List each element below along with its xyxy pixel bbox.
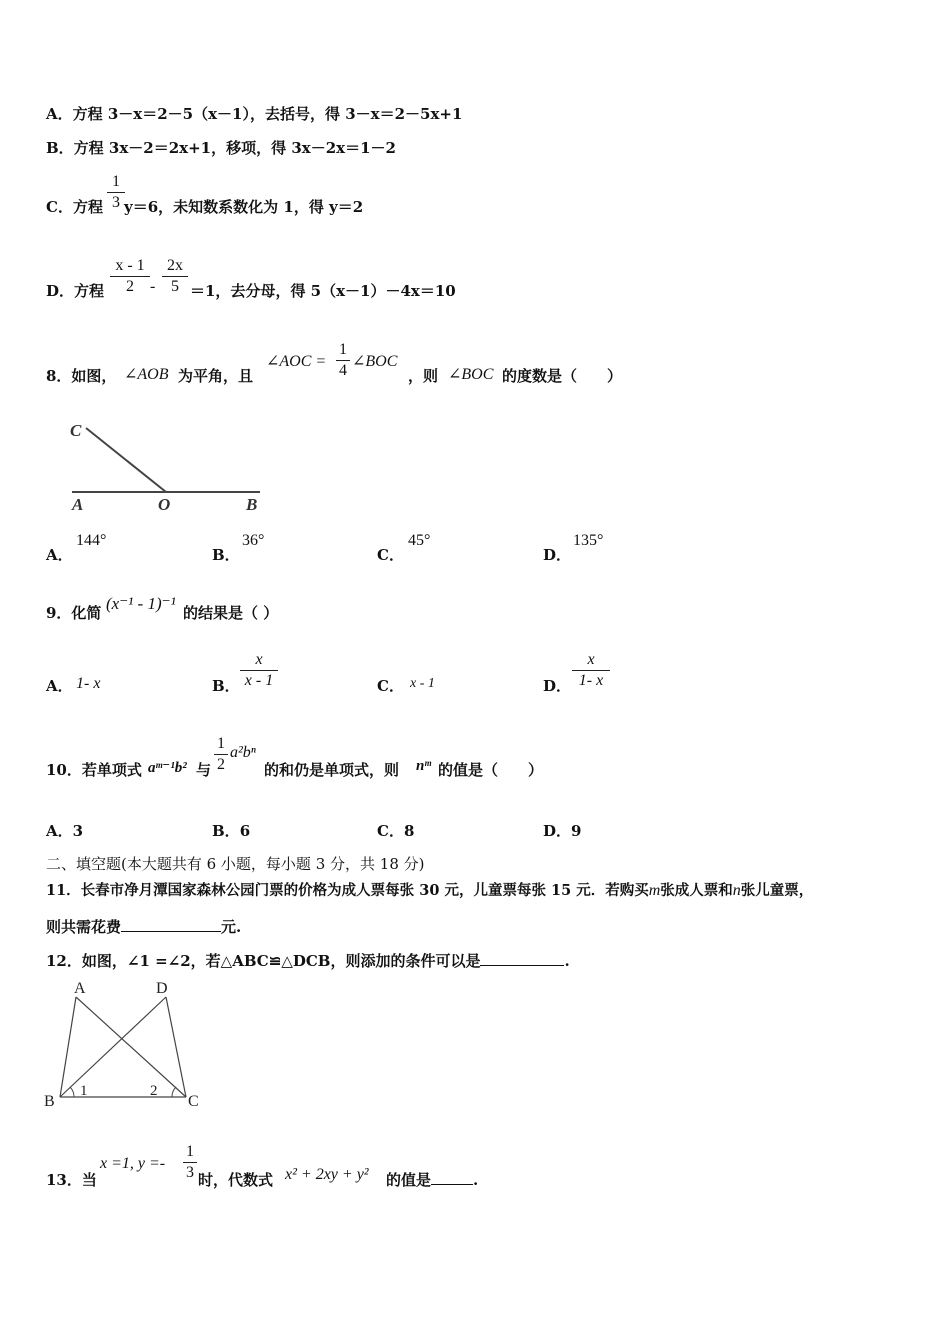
fraction-denominator: 3 bbox=[186, 1164, 194, 1181]
label-b: B bbox=[44, 1093, 55, 1110]
q11-line-2 bbox=[46, 916, 241, 937]
q10-option-b bbox=[212, 820, 250, 841]
q10-option-c bbox=[377, 820, 414, 841]
q11-text-d: 则共需花费 bbox=[46, 918, 122, 936]
option-value: 9 bbox=[571, 822, 582, 840]
fraction-denominator: 1- x bbox=[578, 672, 604, 689]
q12-answer-blank[interactable] bbox=[480, 965, 564, 966]
label-angle-1: 1 bbox=[80, 1083, 88, 1099]
option-label: B． bbox=[212, 822, 240, 840]
q10-with: 与 bbox=[196, 761, 212, 779]
minus-sign: - bbox=[150, 278, 156, 295]
q8-prefix: 8．如图， bbox=[46, 367, 117, 385]
segment-bd bbox=[60, 997, 166, 1097]
q9-expression: (x⁻¹ - 1)⁻¹ bbox=[106, 594, 176, 613]
q7-option-d-fraction-1 bbox=[110, 256, 150, 297]
option-label: D． bbox=[543, 822, 572, 840]
q11-line-1 bbox=[46, 879, 813, 900]
q7-option-d-suffix: ＝1，去分母，得 5（x－1）－4x＝10 bbox=[190, 282, 456, 300]
q7-option-a: A．方程 3－x＝2－5（x－1），去括号，得 3－x＝2－5x+1 bbox=[46, 105, 463, 123]
q8-option-b-label: B． bbox=[212, 546, 240, 564]
label-a: A bbox=[74, 980, 86, 997]
q8-angle-aoc: ∠AOC = bbox=[266, 353, 327, 370]
q13-suffix bbox=[386, 1169, 478, 1190]
fraction-numerator: 1 bbox=[107, 172, 125, 193]
label-d: D bbox=[156, 980, 168, 997]
segment-ba bbox=[60, 997, 76, 1097]
q10-mid: 的和仍是单项式，则 bbox=[264, 761, 400, 779]
q8-angle-boc: ∠BOC bbox=[352, 353, 398, 370]
q8-suffix: 的度数是（ ） bbox=[502, 367, 623, 385]
fraction-denominator: 5 bbox=[171, 278, 179, 295]
q11-text-c: 张儿童票， bbox=[740, 882, 814, 899]
q7-option-c-fraction bbox=[107, 172, 125, 213]
q10-term-1: aᵐ⁻¹b² bbox=[148, 760, 187, 776]
q9-option-a-label: A． bbox=[46, 677, 73, 695]
q9-option-c-value: x - 1 bbox=[410, 676, 435, 691]
fraction-numerator: 1 bbox=[336, 340, 350, 361]
q7-option-c-prefix: C．方程 bbox=[46, 198, 103, 216]
fraction-denominator: 2 bbox=[217, 756, 225, 773]
q8-mid-text: 为平角，且 bbox=[178, 367, 254, 385]
q10-option-d bbox=[543, 820, 581, 841]
ray-oc bbox=[86, 428, 166, 492]
label-c: C bbox=[188, 1093, 199, 1110]
q10-fraction bbox=[214, 734, 228, 775]
q13-period: . bbox=[473, 1171, 479, 1189]
q8-fraction bbox=[336, 340, 350, 381]
section-heading-fill-in: 二、填空题(本大题共有 6 小题，每小题 3 分，共 18 分) bbox=[46, 855, 425, 873]
q8-angle-figure bbox=[60, 410, 280, 520]
fraction-denominator: 4 bbox=[339, 362, 347, 379]
fraction-numerator: 1 bbox=[214, 734, 228, 755]
fraction-numerator: x - 1 bbox=[110, 256, 150, 277]
q8-angle-boc-2: ∠BOC bbox=[448, 366, 494, 383]
q8-option-a-label: A． bbox=[46, 546, 73, 564]
angle-2-arc bbox=[172, 1087, 176, 1097]
q8-option-d-label: D． bbox=[543, 546, 572, 564]
q9-option-c-label: C． bbox=[377, 677, 404, 695]
option-value: 8 bbox=[403, 822, 415, 840]
q13-prefix: 13．当 bbox=[46, 1171, 97, 1189]
q8-option-d-value: 135° bbox=[573, 532, 604, 549]
option-value: 3 bbox=[72, 822, 84, 840]
q7-option-c-suffix: y＝6，未知数系数化为 1，得 y＝2 bbox=[124, 198, 364, 216]
q12-triangle-figure bbox=[40, 975, 220, 1115]
fraction-denominator: 3 bbox=[112, 194, 120, 211]
q9-prefix: 9．化简 bbox=[46, 604, 102, 622]
label-a: A bbox=[72, 495, 84, 514]
q12-text bbox=[46, 950, 570, 971]
q8-option-c-label: C． bbox=[377, 546, 404, 564]
q11-text-b: 张成人票和 bbox=[660, 882, 733, 899]
option-value: 6 bbox=[239, 822, 251, 840]
label-o: O bbox=[158, 495, 171, 514]
q10-n-power-m: nᵐ bbox=[416, 758, 432, 774]
label-c: C bbox=[70, 421, 82, 440]
q10-option-a bbox=[46, 820, 83, 841]
q8-option-c-value: 45° bbox=[408, 532, 431, 549]
q9-option-d-fraction bbox=[572, 650, 610, 691]
q10-prefix: 10．若单项式 bbox=[46, 761, 142, 779]
q12-text-a: 12．如图，∠1 =∠2，若△ABC≌△DCB，则添加的条件可以是 bbox=[46, 952, 481, 970]
label-angle-2: 2 bbox=[150, 1083, 158, 1099]
fraction-numerator: 2x bbox=[162, 256, 188, 277]
q13-answer-blank[interactable] bbox=[431, 1184, 473, 1185]
fraction-numerator: x bbox=[572, 650, 610, 671]
q13-mid: 时，代数式 bbox=[198, 1171, 274, 1189]
q8-option-b-value: 36° bbox=[242, 532, 265, 549]
q13-expression: x² + 2xy + y² bbox=[285, 1166, 369, 1183]
label-b: B bbox=[246, 495, 258, 514]
q8-then: ，则 bbox=[408, 367, 439, 385]
q9-option-b-fraction bbox=[240, 650, 278, 691]
fraction-denominator: 2 bbox=[126, 278, 134, 295]
fraction-numerator: x bbox=[240, 650, 278, 671]
option-label: C． bbox=[377, 822, 404, 840]
q9-option-b-label: B． bbox=[212, 677, 240, 695]
q11-answer-blank[interactable] bbox=[121, 931, 221, 932]
q7-option-d-prefix: D．方程 bbox=[46, 282, 105, 300]
q10-suffix: 的值是（ ） bbox=[438, 761, 544, 779]
q10-term-2: a²bⁿ bbox=[230, 744, 256, 761]
q11-text-e: 元. bbox=[221, 918, 242, 936]
q8-angle-aob: ∠AOB bbox=[124, 366, 169, 383]
q9-option-d-label: D． bbox=[543, 677, 572, 695]
fraction-numerator: 1 bbox=[183, 1142, 197, 1163]
option-label: A． bbox=[46, 822, 73, 840]
q8-option-a-value: 144° bbox=[76, 532, 107, 549]
q11-var-n: n bbox=[732, 882, 741, 899]
q11-var-m: m bbox=[648, 882, 661, 899]
q13-suffix-text: 的值是 bbox=[386, 1171, 432, 1189]
q9-suffix: 的结果是（ ） bbox=[183, 604, 279, 622]
q13-condition: x =1, y =- bbox=[100, 1155, 166, 1172]
fraction-denominator: x - 1 bbox=[244, 672, 274, 689]
q7-option-d-fraction-2 bbox=[162, 256, 188, 297]
q11-text-a: 11．长春市净月潭国家森林公园门票的价格为成人票每张 30 元，儿童票每张 15 元．若购买 bbox=[46, 882, 649, 899]
angle-1-arc bbox=[70, 1087, 74, 1097]
q12-text-b: . bbox=[564, 952, 570, 970]
q7-option-b: B．方程 3x－2＝2x+1，移项，得 3x－2x＝1－2 bbox=[46, 139, 396, 157]
q9-option-a-value: 1- x bbox=[76, 675, 101, 692]
q13-fraction bbox=[183, 1142, 197, 1183]
